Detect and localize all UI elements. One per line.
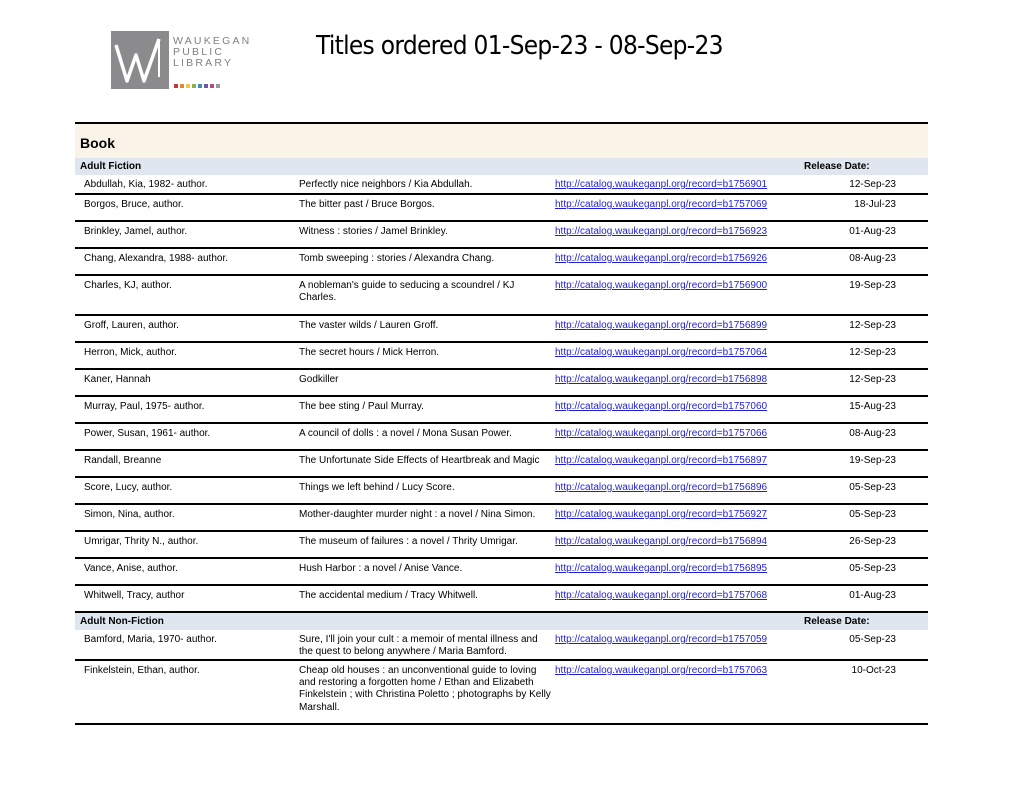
logo-line: WAUKEGAN — [173, 35, 252, 47]
section-header: Book — [75, 124, 928, 158]
group-label: Adult Fiction — [80, 161, 142, 172]
table-row — [75, 316, 928, 343]
title-cell: A nobleman's guide to seducing a scoundrel / KJ Charles. — [299, 280, 515, 304]
table-row — [75, 343, 928, 370]
release-date-cell: 18-Jul-23 — [854, 199, 896, 210]
catalog-link[interactable]: http://catalog.waukeganpl.org/record=b1757059 — [555, 634, 768, 645]
nonfiction-rows — [75, 630, 928, 725]
catalog-link[interactable]: http://catalog.waukeganpl.org/record=b1757063 — [555, 665, 768, 676]
catalog-link[interactable]: http://catalog.waukeganpl.org/record=b1756900 — [555, 280, 768, 291]
release-date-cell: 05-Sep-23 — [849, 634, 896, 645]
logo-color-dots — [174, 75, 234, 80]
release-date-cell: 01-Aug-23 — [849, 590, 896, 601]
author-cell: Chang, Alexandra, 1988- author. — [84, 253, 228, 264]
title-cell: The vaster wilds / Lauren Groff. — [299, 320, 439, 331]
title-cell: Things we left behind / Lucy Score. — [299, 482, 455, 493]
catalog-link[interactable]: http://catalog.waukeganpl.org/record=b1756897 — [555, 455, 768, 466]
table-row — [75, 222, 928, 249]
table-row — [75, 478, 928, 505]
table-row — [75, 249, 928, 276]
catalog-link[interactable]: http://catalog.waukeganpl.org/record=b1756927 — [555, 509, 768, 520]
author-cell: Score, Lucy, author. — [84, 482, 173, 493]
catalog-link[interactable]: http://catalog.waukeganpl.org/record=b1756899 — [555, 320, 768, 331]
logo-dot — [186, 84, 190, 88]
table-row — [75, 424, 928, 451]
release-date-header: Release Date: — [804, 616, 870, 627]
title-cell: A council of dolls : a novel / Mona Susan Power. — [299, 428, 512, 439]
title-cell: The accidental medium / Tracy Whitwell. — [299, 590, 478, 601]
title-cell: Perfectly nice neighbors / Kia Abdullah. — [299, 179, 473, 190]
author-cell: Whitwell, Tracy, author — [84, 590, 185, 601]
author-cell: Simon, Nina, author. — [84, 509, 175, 520]
author-cell: Brinkley, Jamel, author. — [84, 226, 188, 237]
table-row — [75, 195, 928, 222]
table-row — [75, 630, 928, 661]
catalog-link[interactable]: http://catalog.waukeganpl.org/record=b1756894 — [555, 536, 768, 547]
release-date-cell: 05-Sep-23 — [849, 509, 896, 520]
logo-line: LIBRARY — [173, 57, 234, 69]
logo-dot — [180, 84, 184, 88]
author-cell: Umrigar, Thrity N., author. — [84, 536, 199, 547]
logo-dot — [174, 84, 178, 88]
logo-dot — [216, 84, 220, 88]
table-row — [75, 370, 928, 397]
release-date-cell: 12-Sep-23 — [849, 179, 896, 190]
release-date-cell: 05-Sep-23 — [849, 482, 896, 493]
release-date-cell: 26-Sep-23 — [849, 536, 896, 547]
author-cell: Bamford, Maria, 1970- author. — [84, 634, 217, 645]
catalog-link[interactable]: http://catalog.waukeganpl.org/record=b1756923 — [555, 226, 768, 237]
group-header-nonfiction — [75, 613, 928, 630]
group-header-fiction — [75, 158, 928, 175]
author-cell: Finkelstein, Ethan, author. — [84, 665, 200, 676]
library-logo — [111, 31, 261, 89]
logo-dot — [210, 84, 214, 88]
release-date-cell: 10-Oct-23 — [851, 665, 896, 676]
table-row — [75, 661, 928, 725]
author-cell: Borgos, Bruce, author. — [84, 199, 184, 210]
author-cell: Herron, Mick, author. — [84, 347, 177, 358]
author-cell: Kaner, Hannah — [84, 374, 151, 385]
table-row — [75, 175, 928, 195]
release-date-cell: 08-Aug-23 — [849, 428, 896, 439]
author-cell: Vance, Anise, author. — [84, 563, 178, 574]
logo-w-mark — [111, 31, 169, 89]
w-letter-icon — [111, 31, 169, 89]
catalog-link[interactable]: http://catalog.waukeganpl.org/record=b1756926 — [555, 253, 768, 264]
author-cell: Abdullah, Kia, 1982- author. — [84, 179, 208, 190]
table-row — [75, 276, 928, 316]
report-table — [75, 122, 928, 725]
release-date-header: Release Date: — [804, 161, 870, 172]
release-date-cell: 05-Sep-23 — [849, 563, 896, 574]
table-row — [75, 532, 928, 559]
fiction-rows — [75, 175, 928, 613]
title-cell: Mother-daughter murder night : a novel / Nina Simon. — [299, 509, 536, 520]
catalog-link[interactable]: http://catalog.waukeganpl.org/record=b1757066 — [555, 428, 768, 439]
release-date-cell: 15-Aug-23 — [849, 401, 896, 412]
table-row — [75, 451, 928, 478]
release-date-cell: 19-Sep-23 — [849, 455, 896, 466]
table-row — [75, 586, 928, 613]
title-cell: Hush Harbor : a novel / Anise Vance. — [299, 563, 463, 574]
catalog-link[interactable]: http://catalog.waukeganpl.org/record=b1756895 — [555, 563, 768, 574]
catalog-link[interactable]: http://catalog.waukeganpl.org/record=b1756896 — [555, 482, 768, 493]
catalog-link[interactable]: http://catalog.waukeganpl.org/record=b1757069 — [555, 199, 768, 210]
title-cell: Godkiller — [299, 374, 339, 385]
title-cell: Sure, I'll join your cult : a memoir of mental illness and the quest to belong anywhere / Maria Bamford. — [299, 634, 538, 658]
release-date-cell: 12-Sep-23 — [849, 347, 896, 358]
title-cell: The bee sting / Paul Murray. — [299, 401, 424, 412]
logo-dot — [204, 84, 208, 88]
release-date-cell: 08-Aug-23 — [849, 253, 896, 264]
title-cell: The bitter past / Bruce Borgos. — [299, 199, 435, 210]
catalog-link[interactable]: http://catalog.waukeganpl.org/record=b1757060 — [555, 401, 768, 412]
catalog-link[interactable]: http://catalog.waukeganpl.org/record=b1756901 — [555, 179, 768, 190]
title-cell: The museum of failures : a novel / Thrity Umrigar. — [299, 536, 518, 547]
title-cell: Cheap old houses : an unconventional guide to loving and restoring a forgotten home / Ethan and Elizabeth Finkelstein ; with Christina Poletto ; photographs by Kelly Marshall. — [299, 665, 551, 713]
catalog-link[interactable]: http://catalog.waukeganpl.org/record=b1757064 — [555, 347, 768, 358]
table-row — [75, 397, 928, 424]
release-date-cell: 01-Aug-23 — [849, 226, 896, 237]
group-label: Adult Non-Fiction — [80, 616, 164, 627]
logo-dot — [192, 84, 196, 88]
page-title: Titles ordered 01-Sep-23 - 08-Sep-23 — [316, 31, 723, 61]
release-date-cell: 12-Sep-23 — [849, 374, 896, 385]
author-cell: Power, Susan, 1961- author. — [84, 428, 211, 439]
author-cell: Randall, Breanne — [84, 455, 162, 466]
table-row — [75, 559, 928, 586]
author-cell: Charles, KJ, author. — [84, 280, 172, 291]
logo-wordmark — [173, 36, 251, 69]
logo-dot — [198, 84, 202, 88]
title-cell: Witness : stories / Jamel Brinkley. — [299, 226, 448, 237]
release-date-cell: 19-Sep-23 — [849, 280, 896, 291]
title-cell: Tomb sweeping : stories / Alexandra Chang. — [299, 253, 495, 264]
release-date-cell: 12-Sep-23 — [849, 320, 896, 331]
title-cell: The secret hours / Mick Herron. — [299, 347, 440, 358]
table-row — [75, 505, 928, 532]
title-cell: The Unfortunate Side Effects of Heartbreak and Magic — [299, 455, 540, 466]
author-cell: Murray, Paul, 1975- author. — [84, 401, 205, 412]
catalog-link[interactable]: http://catalog.waukeganpl.org/record=b1757068 — [555, 590, 768, 601]
catalog-link[interactable]: http://catalog.waukeganpl.org/record=b1756898 — [555, 374, 768, 385]
logo-line: PUBLIC — [173, 46, 225, 58]
author-cell: Groff, Lauren, author. — [84, 320, 179, 331]
